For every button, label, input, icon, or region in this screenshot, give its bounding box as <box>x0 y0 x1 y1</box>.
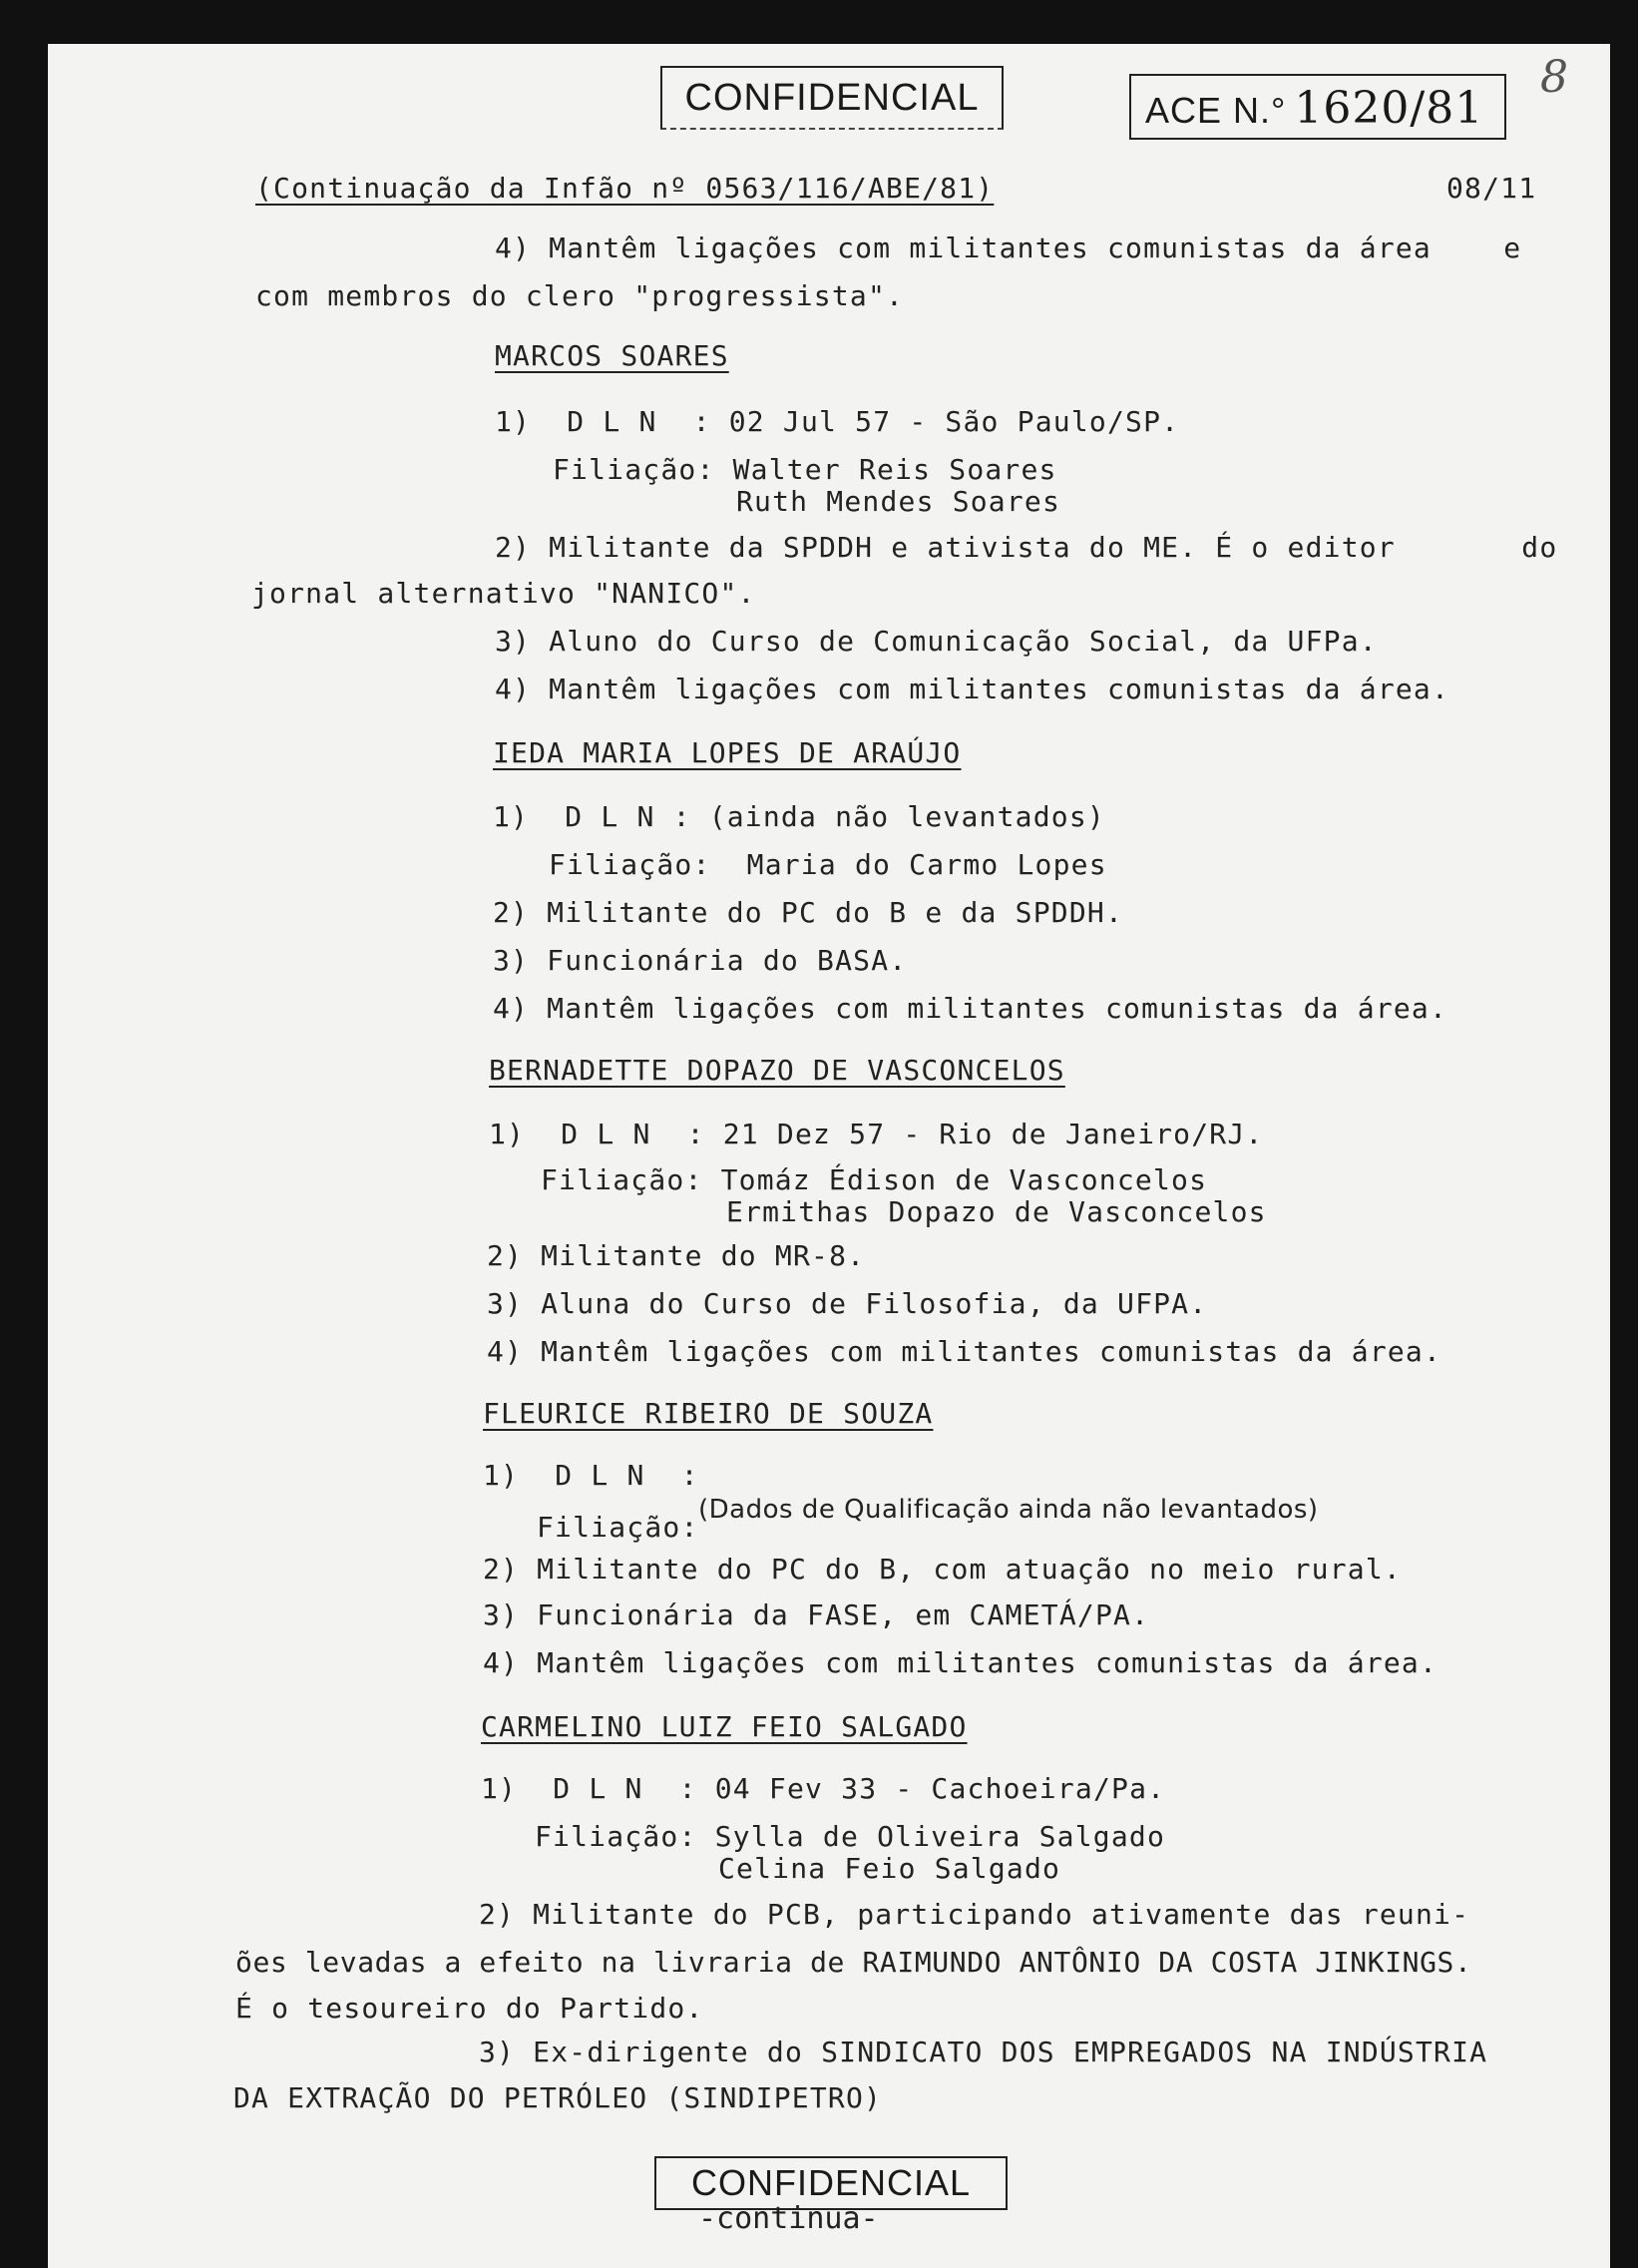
person-name: BERNADETTE DOPAZO DE VASCONCELOS <box>489 1054 1065 1087</box>
ace-number: 1620/81 <box>1294 83 1484 134</box>
text-line: 4) Mantêm ligações com militantes comunistas da área. <box>493 992 1448 1025</box>
text-line: Ruth Mendes Soares <box>736 485 1061 518</box>
text-line: 1) D L N : 04 Fev 33 - Cachoeira/Pa. <box>481 1772 1166 1805</box>
text-line: 2) Militante do PC do B, com atuação no meio rural. <box>483 1553 1402 1586</box>
ace-number-stamp <box>1129 74 1506 140</box>
text-line: 4) Mantêm ligações com militantes comunistas da área. <box>487 1335 1442 1368</box>
text-line: 1) D L N : <box>483 1459 699 1492</box>
person-name: MARCOS SOARES <box>495 339 729 372</box>
text-line: Filiação: Walter Reis Soares <box>553 453 1057 486</box>
page-number: 08/11 <box>1446 172 1537 205</box>
person-name: CARMELINO LUIZ FEIO SALGADO <box>481 1710 968 1743</box>
text-line: Celina Feio Salgado <box>718 1852 1061 1885</box>
handwritten-page-number: 8 <box>1540 52 1568 103</box>
text-line: Ermithas Dopazo de Vasconcelos <box>726 1195 1267 1228</box>
text-line: 4) Mantêm ligações com militantes comunistas da área. <box>495 673 1450 705</box>
confidential-stamp-top: CONFIDENCIAL <box>660 66 1004 130</box>
text-line: 1) D L N : 21 Dez 57 - Rio de Janeiro/RJ. <box>489 1118 1264 1150</box>
text-line: 3) Aluno do Curso de Comunicação Social, da UFPa. <box>495 625 1378 658</box>
text-line: 2) Militante do MR-8. <box>487 1239 866 1272</box>
text-line: 3) Aluna do Curso de Filosofia, da UFPA. <box>487 1287 1208 1320</box>
text-line: Filiação: <box>537 1511 699 1544</box>
text-line: É o tesoureiro do Partido. <box>235 1992 704 2025</box>
person-name: FLEURICE RIBEIRO DE SOUZA <box>483 1397 934 1430</box>
text-line: 2) Militante do PCB, participando ativamente das reuni- <box>479 1898 1470 1931</box>
text-line: ões levadas a efeito na livraria de RAIMUNDO ANTÔNIO DA COSTA JINKINGS. <box>235 1946 1472 1979</box>
text-line: 3) Ex-dirigente do SINDICATO DOS EMPREGADOS NA INDÚSTRIA <box>479 2036 1488 2068</box>
text-line: Filiação: Tomáz Édison de Vasconcelos <box>541 1163 1208 1196</box>
text-line: 1) D L N : (ainda não levantados) <box>493 800 1105 833</box>
text-line: 4) Mantêm ligações com militantes comunistas da área e <box>495 231 1522 264</box>
text-line: 1) D L N : 02 Jul 57 - São Paulo/SP. <box>495 405 1180 438</box>
document-reference: (Continuação da Infão nº 0563/116/ABE/81) <box>255 172 995 205</box>
text-line: DA EXTRAÇÃO DO PETRÓLEO (SINDIPETRO) <box>233 2081 883 2114</box>
text-line: 2) Militante do PC do B e da SPDDH. <box>493 896 1124 929</box>
continues-note: -continua- <box>698 2201 879 2236</box>
text-line: (Dados de Qualificação ainda não levantados) <box>698 1495 1319 1525</box>
text-line: 4) Mantêm ligações com militantes comunistas da área. <box>483 1646 1438 1679</box>
ace-label: ACE N.° <box>1145 90 1287 131</box>
text-line: com membros do clero "progressista". <box>255 279 905 312</box>
text-line: 2) Militante da SPDDH e ativista do ME. É o editor do <box>495 531 1558 564</box>
text-line: 3) Funcionária do BASA. <box>493 944 908 977</box>
text-line: Filiação: Sylla de Oliveira Salgado <box>535 1820 1166 1853</box>
confidential-stamp-bottom: CONFIDENCIAL <box>654 2156 1008 2210</box>
text-line: Filiação: Maria do Carmo Lopes <box>549 848 1107 881</box>
text-line: 3) Funcionária da FASE, em CAMETÁ/PA. <box>483 1598 1150 1631</box>
text-line: jornal alternativo "NANICO". <box>251 577 756 610</box>
person-name: IEDA MARIA LOPES DE ARAÚJO <box>493 736 962 769</box>
document-page <box>48 44 1610 2268</box>
